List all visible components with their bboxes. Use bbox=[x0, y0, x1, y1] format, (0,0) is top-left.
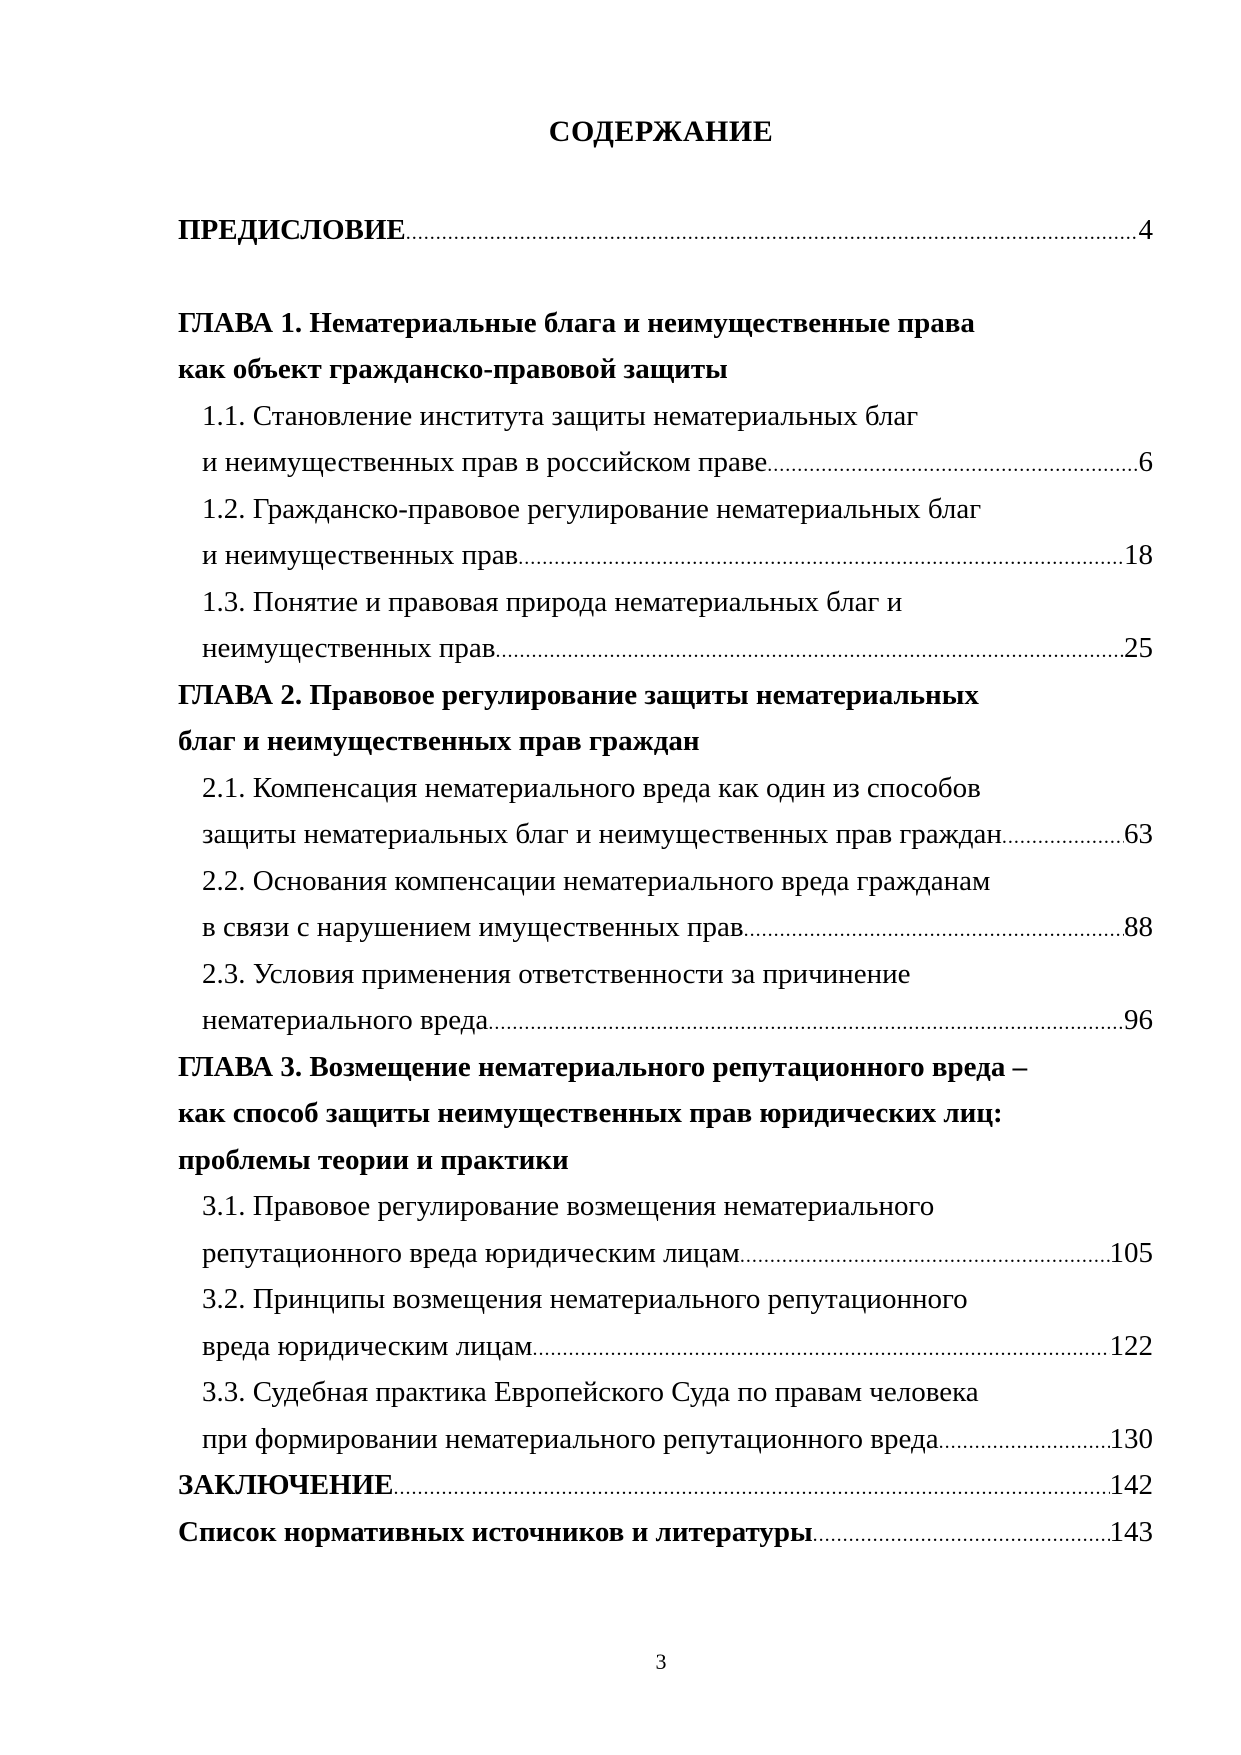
toc-entry-page: 122 bbox=[1109, 1329, 1153, 1362]
section-2-2-line-2[interactable]: в связи с нарушением имущественных прав ..... 88 bbox=[178, 904, 1153, 951]
section-1-2-line-2[interactable]: и неимущественных прав ..... 18 bbox=[178, 532, 1153, 579]
dot-leader bbox=[813, 1512, 1110, 1559]
chapter-3-heading-line-1[interactable]: ГЛАВА 3. Возмещение нематериального репутационного вреда – bbox=[178, 1050, 1028, 1083]
chapter-3-heading-line-2[interactable]: как способ защиты неимущественных прав юридических лиц: bbox=[178, 1097, 1003, 1129]
dot-leader bbox=[518, 535, 1124, 582]
toc-entry-conclusion[interactable] bbox=[178, 1462, 1153, 1509]
page-number: 3 bbox=[655, 1649, 667, 1674]
dot-leader bbox=[533, 1326, 1110, 1373]
toc-entry-page: 25 bbox=[1124, 632, 1153, 664]
spacer bbox=[178, 254, 1153, 300]
section-3-3-line-2[interactable]: при формировании нематериального репутационного вреда ..... 130 bbox=[178, 1416, 1153, 1463]
toc-entry-page: 96 bbox=[1124, 1004, 1153, 1036]
chapter-3-heading-line-3[interactable]: проблемы теории и практики bbox=[178, 1143, 569, 1176]
toc-entry-page: 130 bbox=[1109, 1422, 1153, 1455]
dot-leader bbox=[740, 1233, 1110, 1280]
toc-entry-title: Список нормативных источников и литературы bbox=[178, 1515, 813, 1548]
chapter-2-heading-line-2[interactable]: благ и неимущественных прав граждан bbox=[178, 725, 700, 757]
section-1-1-line-1[interactable]: 1.1. Становление института защиты нематериальных благ bbox=[202, 399, 919, 432]
section-3-2-line-1[interactable]: 3.2. Принципы возмещения нематериального репутационного bbox=[202, 1283, 968, 1315]
section-1-1-line-2[interactable]: и неимущественных прав в российском праве ..... 6 bbox=[178, 439, 1153, 486]
chapter-1-heading-line-1[interactable]: ГЛАВА 1. Нематериальные блага и неимущественные права bbox=[178, 306, 975, 339]
section-1-3-line-2[interactable]: неимущественных прав ..... 25 bbox=[178, 625, 1153, 672]
toc-entry-page: 63 bbox=[1124, 818, 1153, 850]
dot-leader bbox=[488, 1000, 1124, 1047]
toc-entry-references[interactable] bbox=[178, 1509, 1153, 1556]
chapter-2-heading-line-1[interactable]: ГЛАВА 2. Правовое регулирование защиты нематериальных bbox=[178, 678, 979, 711]
dot-leader bbox=[767, 442, 1138, 489]
table-of-contents bbox=[178, 207, 1153, 1555]
dot-leader bbox=[939, 1419, 1110, 1466]
dot-leader bbox=[406, 210, 1139, 257]
page-title: СОДЕРЖАНИЕ bbox=[548, 115, 774, 148]
chapter-1-heading-line-2[interactable]: как объект гражданско-правовой защиты bbox=[178, 353, 728, 385]
section-3-1-line-1[interactable]: 3.1. Правовое регулирование возмещения нематериального bbox=[202, 1190, 935, 1222]
section-2-1-line-1[interactable]: 2.1. Компенсация нематериального вреда как один из способов bbox=[202, 771, 981, 804]
toc-entry-title: ПРЕДИСЛОВИЕ bbox=[178, 214, 406, 246]
section-3-3-line-1[interactable]: 3.3. Судебная практика Европейского Суда по правам человека bbox=[202, 1376, 979, 1408]
section-2-1-line-2[interactable]: защиты нематериальных благ и неимущественных прав граждан ..... 63 bbox=[178, 811, 1153, 858]
section-1-2-line-1[interactable]: 1.2. Гражданско-правовое регулирование нематериальных благ bbox=[202, 492, 982, 525]
section-3-1-line-2[interactable]: репутационного вреда юридическим лицам ..... 105 bbox=[178, 1230, 1153, 1277]
section-2-2-line-1[interactable]: 2.2. Основания компенсации нематериального вреда гражданам bbox=[202, 864, 991, 897]
toc-entry-preface[interactable] bbox=[178, 207, 1153, 254]
section-3-2-line-2[interactable]: вреда юридическим лицам ..... 122 bbox=[178, 1323, 1153, 1370]
toc-entry-page: 18 bbox=[1124, 539, 1153, 571]
section-2-3-line-2[interactable]: нематериального вреда ..... 96 bbox=[178, 997, 1153, 1044]
toc-entry-page: 6 bbox=[1138, 446, 1153, 478]
toc-entry-page: 143 bbox=[1109, 1515, 1153, 1548]
dot-leader bbox=[495, 628, 1124, 675]
toc-entry-title: ЗАКЛЮЧЕНИЕ bbox=[178, 1469, 394, 1501]
dot-leader bbox=[1002, 814, 1124, 861]
section-1-3-line-1[interactable]: 1.3. Понятие и правовая природа нематериальных благ и bbox=[202, 585, 903, 618]
toc-entry-page: 88 bbox=[1124, 911, 1153, 943]
section-2-3-line-1[interactable]: 2.3. Условия применения ответственности за причинение bbox=[202, 957, 911, 990]
dot-leader bbox=[394, 1465, 1110, 1512]
toc-entry-page: 4 bbox=[1138, 214, 1153, 246]
toc-entry-page: 105 bbox=[1109, 1236, 1153, 1269]
dot-leader bbox=[744, 907, 1124, 954]
toc-entry-page: 142 bbox=[1109, 1469, 1153, 1501]
